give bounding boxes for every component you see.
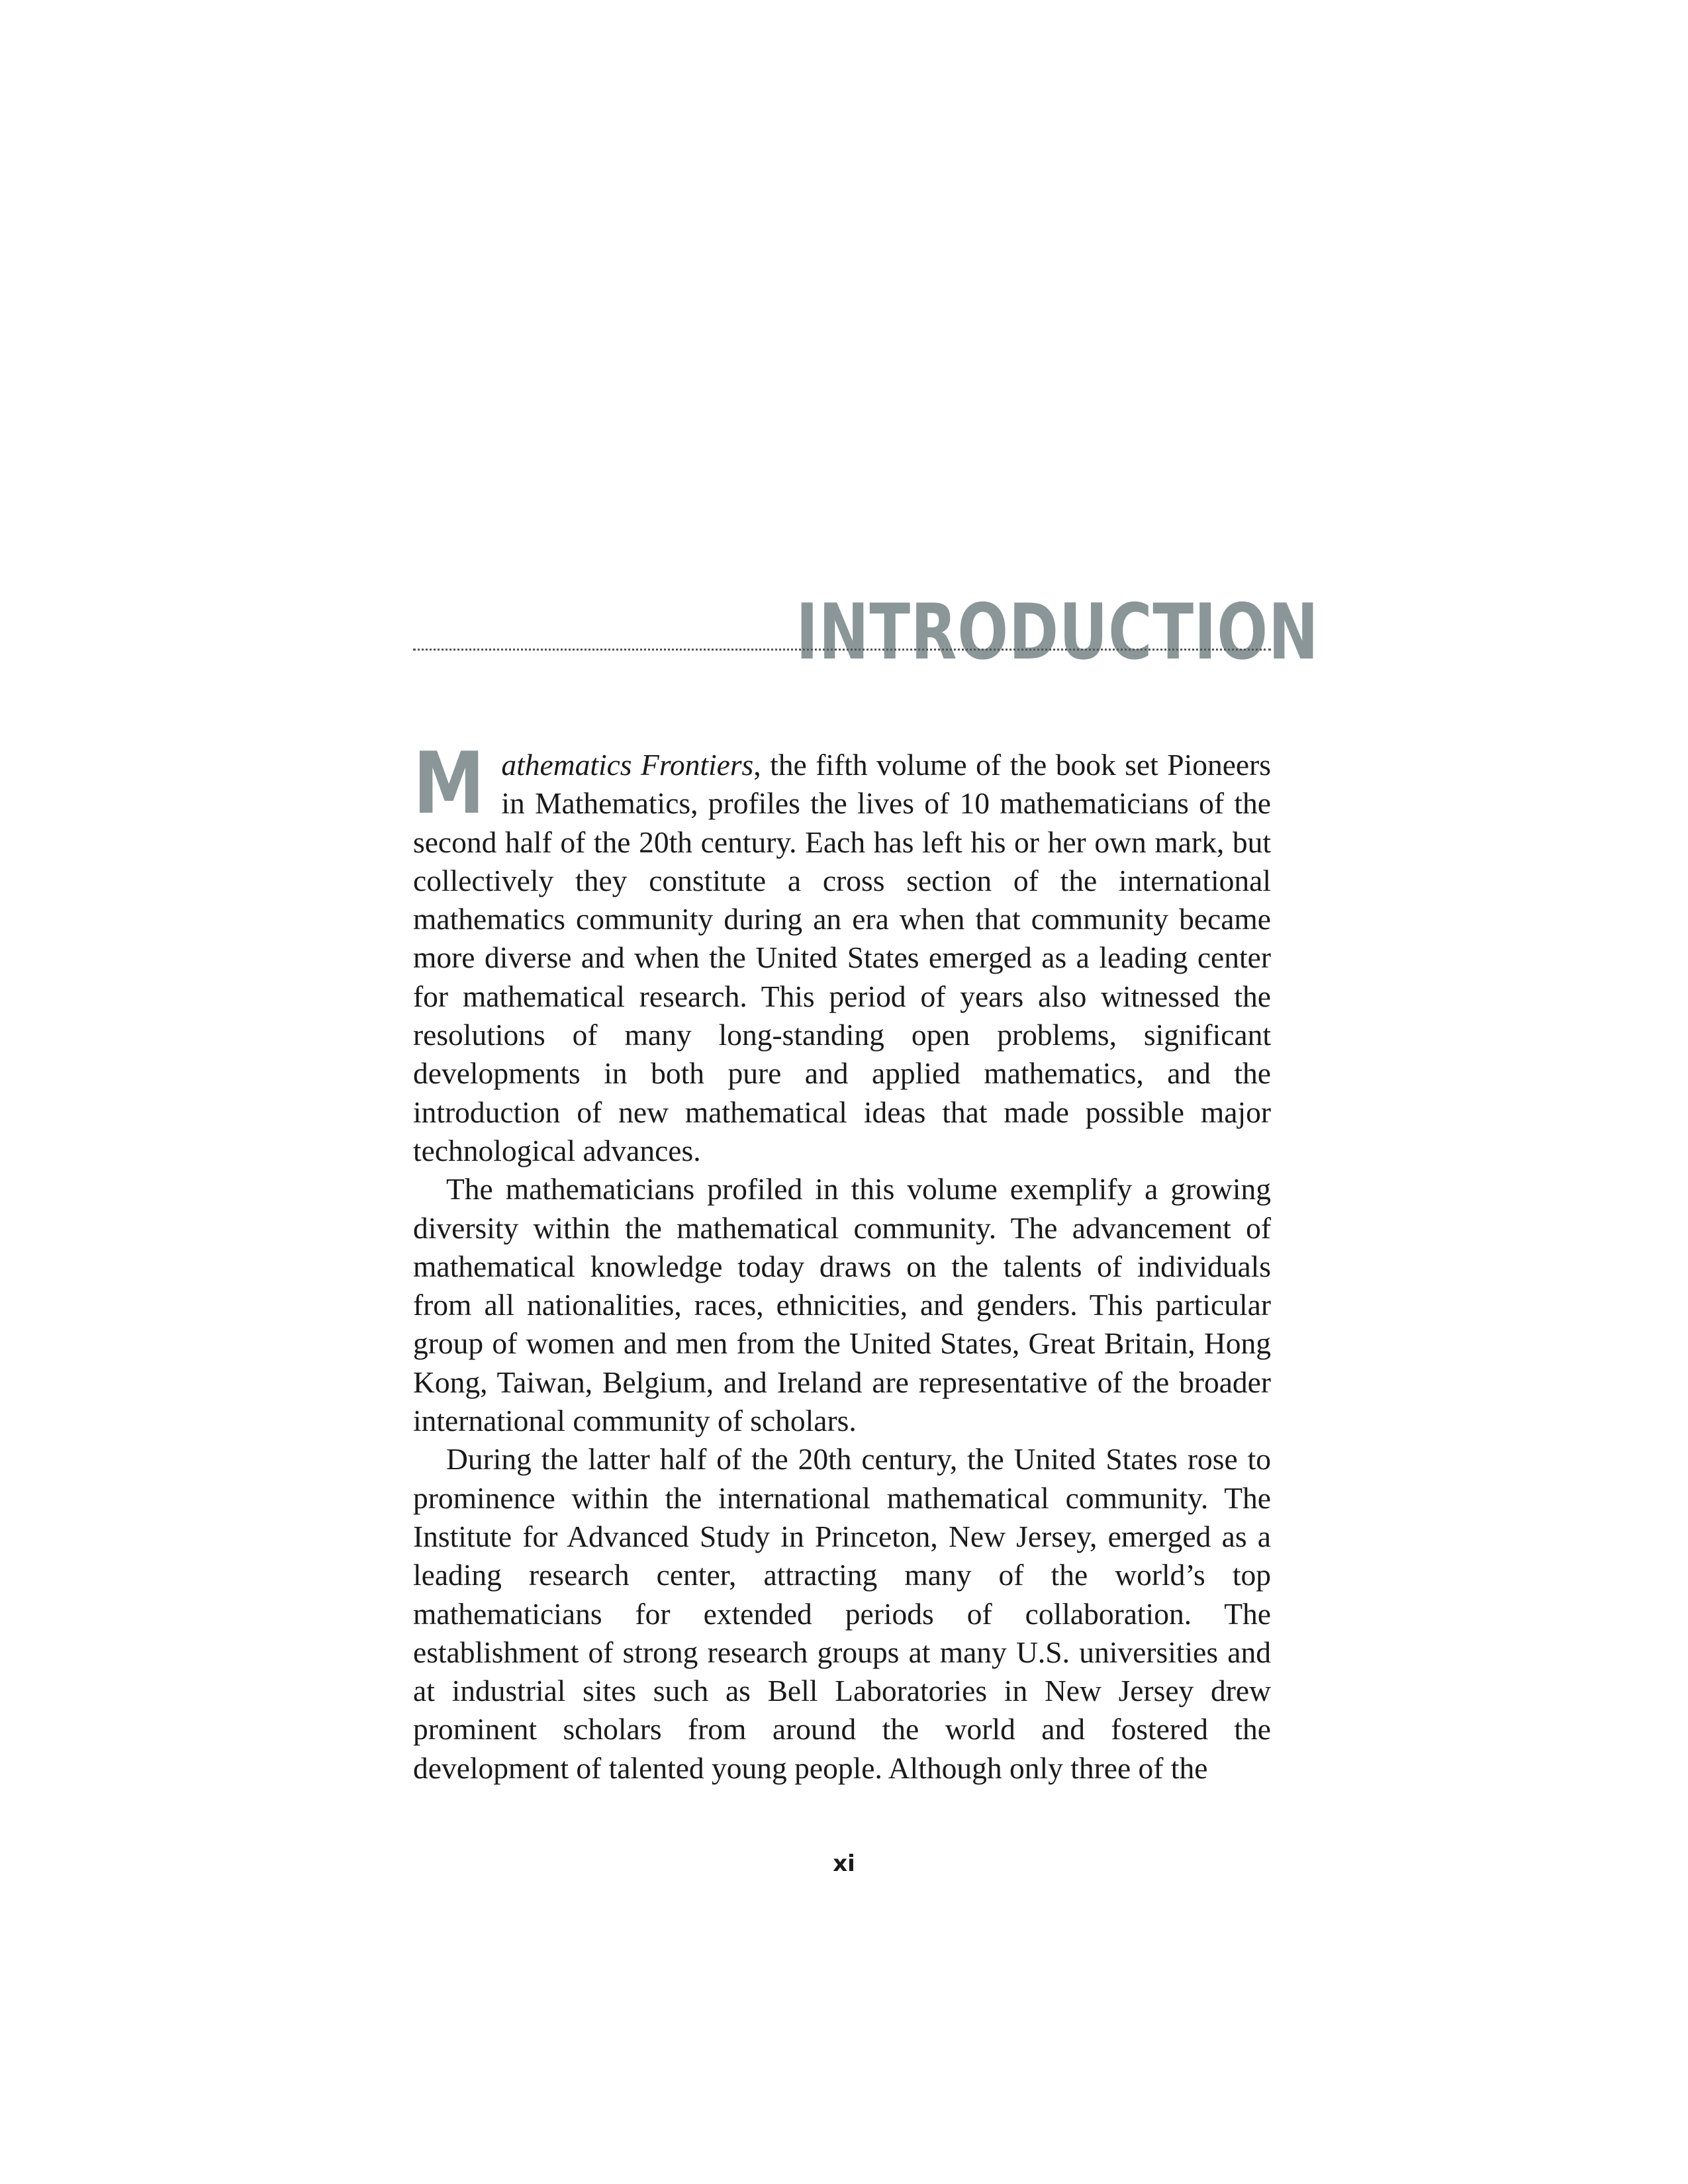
drop-cap: M xyxy=(413,735,485,833)
paragraph-1-text: , the fifth volume of the book set Pioneers in Mathematics, profiles the lives of 10 mathematicians of the second half of the 20th century. Each has left his or her own mark, but collectively they constitute a cross section of the international mathematics community during an era when that community became more diverse and when the United States emerged as a leading center for mathematical research. This period of years also witnessed the resolutions of many long-standing open problems, significant developments in both pure and applied mathematics, and the introduction of new mathematical ideas that made possible major technological advances. xyxy=(413,748,1271,1167)
paragraph-1 xyxy=(413,735,1271,1170)
page-number: xi xyxy=(833,1850,855,1877)
book-title-italic: athematics Frontiers xyxy=(501,748,754,782)
body-text xyxy=(413,735,1271,1788)
title-divider xyxy=(413,649,1271,651)
paragraph-3: During the latter half of the 20th century, the United States rose to prominence within the international mathematical community. The Institute for Advanced Study in Princeton, New Jersey, emerged as a leading research center, attracting many of the world’s top mathematicians for extended periods of collaboration. The establishment of strong research groups at many U.S. universities and at industrial sites such as Bell Laboratories in New Jersey drew prominent scholars from around the world and fostered the development of talented young people. Although only three of the xyxy=(413,1442,1271,1785)
chapter-title: INTRODUCTION xyxy=(796,587,1319,677)
paragraph-2: The mathematicians profiled in this volume exemplify a growing diversity within the mathematical community. The advancement of mathematical knowledge today draws on the talents of individuals from all nationalities, races, ethnicities, and genders. This particular group of women and men from the United States, Great Britain, Hong Kong, Taiwan, Belgium, and Ireland are representative of the broader international community of scholars. xyxy=(413,1172,1271,1438)
